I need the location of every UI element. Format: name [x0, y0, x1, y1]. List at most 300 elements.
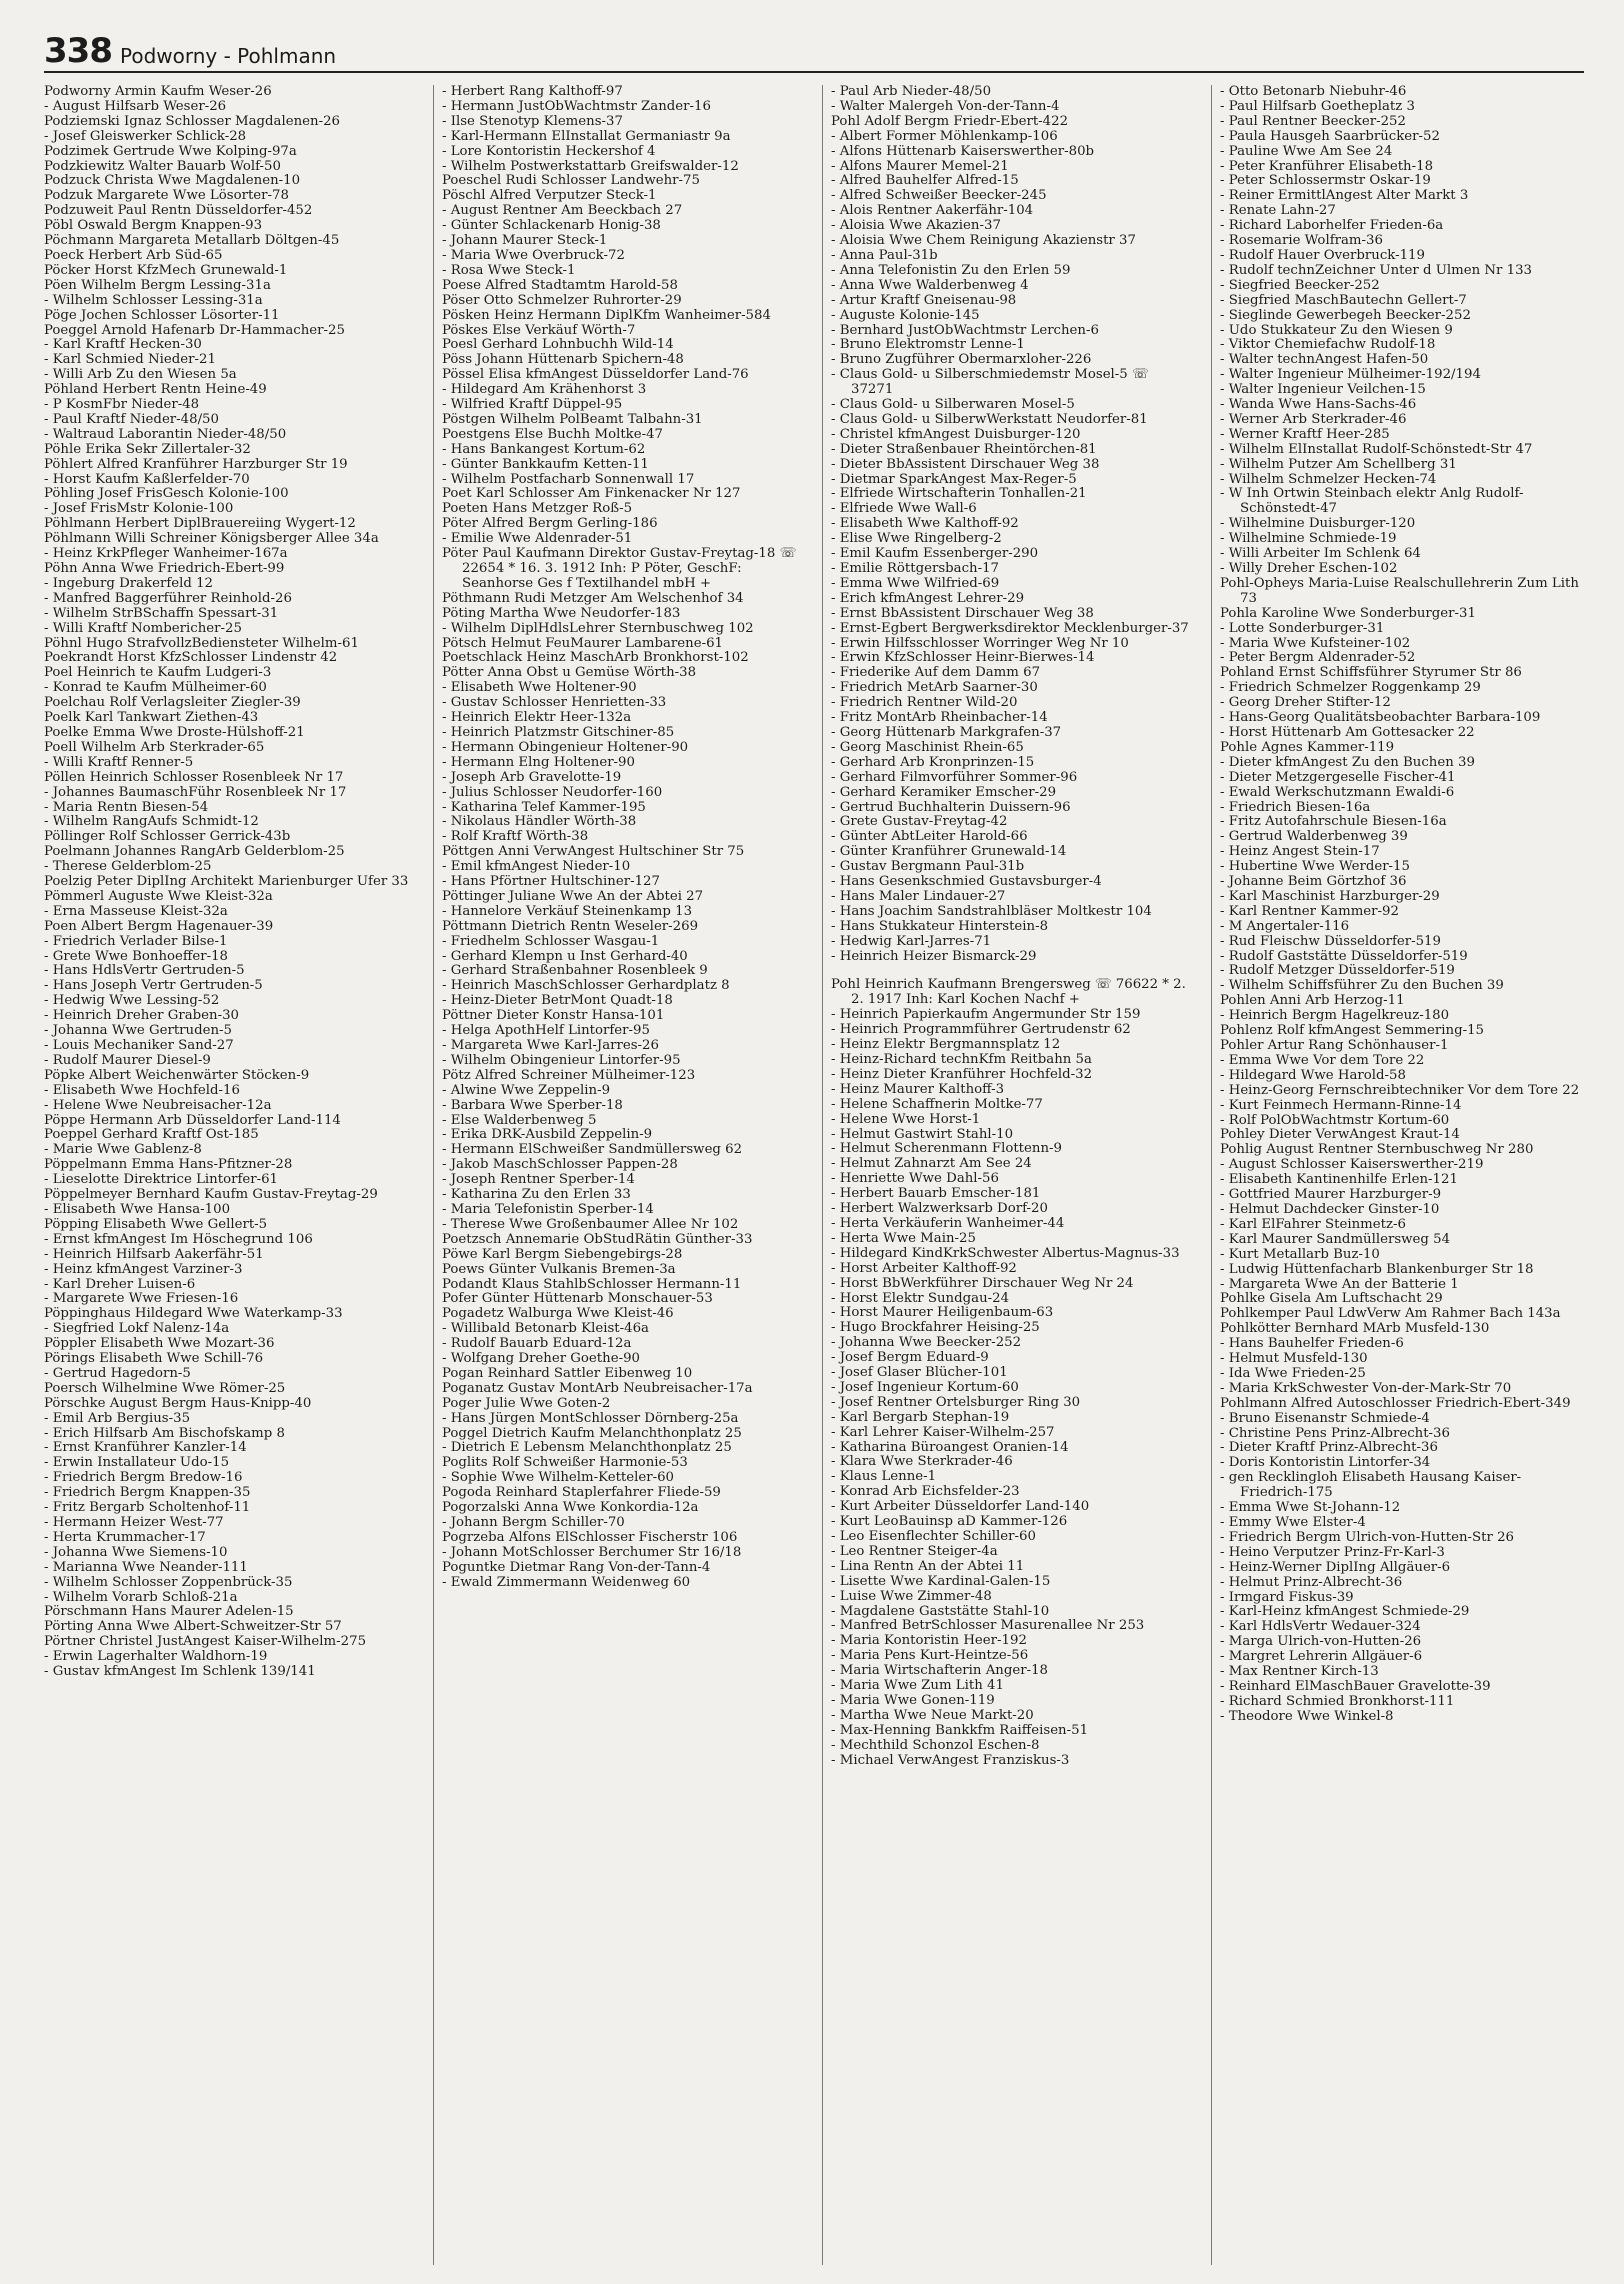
- directory-entry: - Hermann ElSchweißer Sandmüllersweg 62: [442, 1142, 743, 1158]
- directory-entry: - Christel kfmAngest Duisburger-120: [831, 426, 1081, 442]
- directory-entry: - Theodore Wwe Winkel-8: [1220, 1708, 1394, 1724]
- directory-entry: - Marie Wwe Gablenz-8: [44, 1142, 202, 1158]
- directory-entry: - Martha Wwe Neue Markt-20: [831, 1707, 1034, 1723]
- directory-entry: - Hugo Brockfahrer Heising-25: [831, 1320, 1040, 1336]
- directory-entry: - Grete Wwe Bonhoeffer-18: [44, 948, 229, 964]
- directory-entry: - Willy Dreher Eschen-102: [1220, 561, 1398, 576]
- directory-entry: Pohley Dieter VerwAngest Kraut-14: [1220, 1127, 1460, 1143]
- directory-entry: - Wilhelmine Schmiede-19: [1220, 531, 1397, 547]
- directory-entry: - Ludwig Hüttenfacharb Blankenburger Str 18: [1220, 1261, 1534, 1277]
- directory-entry: - Johann MotSchlosser Berchumer Str 16/18: [442, 1544, 742, 1560]
- directory-entry: - Herbert Bauarb Emscher-181: [831, 1186, 1041, 1202]
- directory-entry: - Johanna Wwe Gertruden-5: [44, 1023, 232, 1039]
- directory-entry: Pohla Karoline Wwe Sonderburger-31: [1220, 605, 1476, 621]
- directory-entry: - Alfons Maurer Memel-21: [831, 158, 1009, 174]
- directory-entry: - Heinz-Georg Fernschreibtechniker Vor dem Tore 22: [1220, 1082, 1580, 1098]
- directory-entry: - Wilhelm Schlosser Zoppenbrück-35: [44, 1574, 293, 1590]
- directory-entry: - Magdalene Gaststätte Stahl-10: [831, 1603, 1050, 1619]
- directory-entry: Podworny Armin Kaufm Weser-26: [44, 85, 272, 99]
- directory-entry: - Heinz Dieter Kranführer Hochfeld-32: [831, 1066, 1093, 1082]
- directory-entry: Pohlig August Rentner Sternbuschweg Nr 280: [1220, 1142, 1534, 1158]
- directory-entry: Pöpke Albert Weichenwärter Stöcken-9: [44, 1067, 310, 1083]
- directory-entry: - Hans Maler Lindauer-27: [831, 888, 1006, 904]
- directory-entry: Pöhnl Hugo StrafvollzBediensteter Wilhelm-61: [44, 635, 359, 651]
- directory-entry: Pöhlert Alfred Kranführer Harzburger Str 19: [44, 456, 348, 472]
- directory-entry: Podzuk Margarete Wwe Lösorter-78: [44, 188, 289, 204]
- directory-entry: - Claus Gold- u SilberwWerkstatt Neudorfer-81: [831, 411, 1148, 427]
- directory-entry: - Leo Eisenflechter Schiller-60: [831, 1529, 1036, 1544]
- directory-entry: - Katharina Zu den Erlen 33: [442, 1187, 631, 1203]
- directory-entry: Pohland Ernst Schiffsführer Styrumer Str 86: [1220, 665, 1522, 681]
- directory-entry: Pöhn Anna Wwe Friedrich-Ebert-99: [44, 561, 285, 576]
- directory-entry: Poelchau Rolf Verlagsleiter Ziegler-39: [44, 695, 301, 711]
- directory-column-4: [1211, 85, 1584, 2265]
- directory-entry: - Friedrich Bergm Bredow-16: [44, 1470, 243, 1486]
- directory-entry: - Hannelore Verkäuf Steinenkamp 13: [442, 903, 693, 919]
- directory-entry: - Claus Gold- u Silberwaren Mosel-5: [831, 397, 1075, 413]
- directory-entry: Pörschke August Bergm Haus-Knipp-40: [44, 1395, 312, 1411]
- directory-entry: - Willi Kraftf Nombericher-25: [44, 620, 242, 636]
- directory-entry: - Paul Hilfsarb Goetheplatz 3: [1220, 98, 1415, 114]
- directory-entry: - Erwin Lagerhalter Waldhorn-19: [44, 1649, 268, 1665]
- directory-entry: - Anna Telefonistin Zu den Erlen 59: [831, 262, 1071, 278]
- directory-entry: - Hubertine Wwe Werder-15: [1220, 859, 1410, 875]
- directory-entry: - Ilse Stenotyp Klemens-37: [442, 113, 623, 129]
- directory-entry: - Heinrich Heizer Bismarck-29: [831, 948, 1037, 964]
- directory-entry: - Helmut Dachdecker Ginster-10: [1220, 1201, 1440, 1217]
- directory-entry: - Josef FrisMstr Kolonie-100: [44, 501, 234, 517]
- directory-entry: Poganatz Gustav MontArb Neubreisacher-17a: [442, 1380, 753, 1396]
- directory-entry: - Katharina Telef Kammer-195: [442, 799, 646, 815]
- directory-entry: - Gertrud Hagedorn-5: [44, 1365, 191, 1381]
- directory-entry: - Willibald Betonarb Kleist-46a: [442, 1321, 649, 1337]
- directory-entry: - Lore Kontoristin Heckershof 4: [442, 143, 656, 159]
- directory-entry: - Luise Wwe Zimmer-48: [831, 1588, 992, 1604]
- directory-entry: - Margareta Wwe An der Batterie 1: [1220, 1276, 1459, 1292]
- directory-entry: - Johanna Wwe Beecker-252: [831, 1335, 1022, 1351]
- directory-entry: - Rudolf Hauer Overbruck-119: [1220, 247, 1425, 263]
- directory-entry: Poeggel Arnold Hafenarb Dr-Hammacher-25: [44, 322, 345, 338]
- directory-entry: Poersch Wilhelmine Wwe Römer-25: [44, 1380, 286, 1396]
- directory-entry: - Emilie Wwe Aldenrader-51: [442, 531, 633, 547]
- directory-column-2: [433, 85, 806, 2265]
- directory-entry: - Wilhelm Vorarb Schloß-21a: [44, 1589, 238, 1605]
- directory-entry: - Hedwig Karl-Jarres-71: [831, 933, 992, 949]
- directory-entry: Pohlenz Rolf kfmAngest Semmering-15: [1220, 1023, 1485, 1039]
- directory-entry: - Dieter Straßenbauer Rheintörchen-81: [831, 441, 1097, 457]
- directory-entry: - Maria Rentn Biesen-54: [44, 799, 209, 815]
- directory-entry: Pötsch Helmut FeuMaurer Lambarene-61: [442, 635, 724, 651]
- directory-entry: Pösken Heinz Hermann DiplKfm Wanheimer-584: [442, 307, 771, 323]
- directory-entry: - Rudolf Bauarb Eduard-12a: [442, 1336, 632, 1352]
- directory-entry: - Margarete Wwe Friesen-16: [44, 1291, 239, 1307]
- directory-entry: - Walter Ingenieur Mülheimer-192/194: [1220, 367, 1481, 383]
- directory-entry: - Heinrich Elektr Heer-132a: [442, 710, 632, 726]
- directory-entry: Pohl Heinrich Kaufmann Brengersweg ☏ 76622 * 2. 2. 1917 Inh: Karl Kochen Nachf +: [831, 977, 1186, 1008]
- directory-entry: Pohler Artur Rang Schönhauser-1: [1220, 1038, 1449, 1053]
- directory-entry: Pöskes Else Verkäuf Wörth-7: [442, 322, 636, 338]
- directory-entry: Pöppelmeyer Bernhard Kaufm Gustav-Freytag-29: [44, 1187, 378, 1203]
- directory-entry: - Alfred Bauhelfer Alfred-15: [831, 173, 1019, 189]
- directory-entry: - Artur Kraftf Gneisenau-98: [831, 292, 1017, 308]
- directory-entry: - Dieter Kraftf Prinz-Albrecht-36: [1220, 1440, 1438, 1456]
- directory-entry: - Peter Bergm Aldenrader-52: [1220, 650, 1416, 666]
- directory-entry: Pöhle Erika Sekr Zillertaler-32: [44, 441, 251, 457]
- directory-entry: - Karl Maschinist Harzburger-29: [1220, 888, 1440, 904]
- page-header: [44, 26, 1584, 73]
- directory-entry: - Michael VerwAngest Franziskus-3: [831, 1752, 1070, 1768]
- directory-entry: - Gerhard Filmvorführer Sommer-96: [831, 769, 1078, 785]
- directory-entry: - Friedrich Bergm Ulrich-von-Hutten-Str 26: [1220, 1529, 1514, 1545]
- directory-entry: - Wilhelm DiplHdlsLehrer Sternbuschweg 102: [442, 620, 754, 636]
- directory-entry: - Heinz KrkPfleger Wanheimer-167a: [44, 546, 288, 562]
- directory-entry: - Bruno Eisenanstr Schmiede-4: [1220, 1410, 1430, 1426]
- directory-entry: - Wanda Wwe Hans-Sachs-46: [1220, 397, 1417, 413]
- directory-entry: Poguntke Dietmar Rang Von-der-Tann-4: [442, 1559, 711, 1575]
- directory-entry: - Josef Rentner Ortelsburger Ring 30: [831, 1394, 1081, 1410]
- directory-entry: - Gustav Bergmann Paul-31b: [831, 859, 1025, 875]
- directory-entry: - Gerhard Keramiker Emscher-29: [831, 784, 1057, 800]
- directory-entry: Pötter Anna Obst u Gemüse Wörth-38: [442, 665, 697, 681]
- directory-entry: - Hermann Heizer West-77: [44, 1515, 224, 1530]
- directory-entry: - Heinz-Werner DiplIng Allgäuer-6: [1220, 1559, 1451, 1575]
- directory-entry: - Hermann JustObWachtmstr Zander-16: [442, 98, 711, 114]
- directory-entry: - Renate Lahn-27: [1220, 203, 1336, 219]
- directory-entry: - Viktor Chemiefachw Rudolf-18: [1220, 337, 1436, 353]
- directory-entry: - Wolfgang Dreher Goethe-90: [442, 1351, 640, 1367]
- directory-entry: Pohlkötter Bernhard MArb Musfeld-130: [1220, 1321, 1490, 1337]
- directory-entry: - Mechthild Schonzol Eschen-8: [831, 1737, 1040, 1753]
- directory-entry: - Elisabeth Wwe Hochfeld-16: [44, 1082, 240, 1098]
- directory-entry: Poger Julie Wwe Goten-2: [442, 1395, 611, 1411]
- directory-entry: - Dieter kfmAngest Zu den Buchen 39: [1220, 754, 1475, 770]
- directory-entry: - Lisette Wwe Kardinal-Galen-15: [831, 1573, 1051, 1589]
- directory-entry: Pogoda Reinhard Staplerfahrer Fliede-59: [442, 1485, 721, 1501]
- directory-entry: - Willi Kraftf Renner-5: [44, 754, 194, 770]
- directory-entry: Pörting Anna Wwe Albert-Schweitzer-Str 57: [44, 1619, 342, 1635]
- directory-entry: - Alois Rentner Aakerfähr-104: [831, 203, 1034, 219]
- directory-entry: Poeschel Rudi Schlosser Landwehr-75: [442, 173, 700, 189]
- directory-entry: - Herbert Rang Kalthoff-97: [442, 85, 623, 99]
- directory-entry: - Henriette Wwe Dahl-56: [831, 1171, 999, 1187]
- directory-entry: Pöge Jochen Schlosser Lösorter-11: [44, 307, 280, 323]
- directory-entry: - Christine Pens Prinz-Albrecht-36: [1220, 1425, 1450, 1441]
- page-number: 338: [44, 31, 112, 71]
- directory-entry: Poelzig Peter DiplIng Architekt Marienburger Ufer 33: [44, 874, 409, 890]
- directory-entry: - Josef Gleiswerker Schlick-28: [44, 128, 247, 144]
- directory-entry: Pöttner Dieter Konstr Hansa-101: [442, 1008, 665, 1024]
- directory-entry: Pömmerl Auguste Wwe Kleist-32a: [44, 888, 273, 904]
- directory-entry: - Konrad Arb Eichsfelder-23: [831, 1484, 1020, 1500]
- directory-entry: - Hans Stukkateur Hinterstein-8: [831, 918, 1049, 934]
- directory-entry: - Katharina Büroangest Oranien-14: [831, 1439, 1069, 1455]
- directory-entry: - Dieter BbAssistent Dirschauer Weg 38: [831, 456, 1100, 472]
- directory-entry: Pöhlmann Herbert DiplBrauereiing Wygert-12: [44, 516, 356, 532]
- directory-entry: Poews Günter Vulkanis Bremen-3a: [442, 1261, 676, 1277]
- directory-entry: Podzimek Gertrude Wwe Kolping-97a: [44, 143, 297, 159]
- directory-entry: - Margret Lehrerin Allgäuer-6: [1220, 1649, 1423, 1665]
- directory-entry: Pöllinger Rolf Schlosser Gerrick-43b: [44, 829, 291, 845]
- directory-entry: - Fritz Autofahrschule Biesen-16a: [1220, 814, 1447, 830]
- directory-entry: - Johann Bergm Schiller-70: [442, 1515, 625, 1530]
- directory-entry: - Karl-Hermann ElInstallat Germaniastr 9a: [442, 128, 731, 144]
- directory-entry: - Georg Maschinist Rhein-65: [831, 739, 1024, 755]
- directory-entry: - Hedwig Wwe Lessing-52: [44, 993, 220, 1009]
- directory-entry: Pöhland Herbert Rentn Heine-49: [44, 382, 267, 398]
- directory-entry: - Johann Maurer Steck-1: [442, 233, 608, 249]
- directory-entry: - Gottfried Maurer Harzburger-9: [1220, 1187, 1442, 1203]
- directory-entry: Pöppinghaus Hildegard Wwe Waterkamp-33: [44, 1306, 343, 1322]
- directory-entry: - Max Rentner Kirch-13: [1220, 1664, 1379, 1680]
- directory-entry: - Wilhelm Schiffsführer Zu den Buchen 39: [1220, 978, 1504, 994]
- directory-entry: - Werner Kraftf Heer-285: [1220, 426, 1390, 442]
- directory-entry: - Helene Schaffnerin Moltke-77: [831, 1096, 1043, 1112]
- directory-entry: - Klaus Lenne-1: [831, 1469, 937, 1485]
- directory-entry: - Dietmar SparkAngest Max-Reger-5: [831, 471, 1077, 487]
- directory-entry: Pöttinger Juliane Wwe An der Abtei 27: [442, 888, 704, 904]
- directory-entry: - Wilhelm StrBSchaffn Spessart-31: [44, 605, 279, 621]
- directory-entry: - Elisabeth Wwe Hansa-100: [44, 1201, 231, 1217]
- directory-entry: - Karl Schmied Nieder-21: [44, 352, 216, 368]
- directory-entry: - Ernst BbAssistent Dirschauer Weg 38: [831, 605, 1094, 621]
- directory-entry: - Rosemarie Wolfram-36: [1220, 233, 1383, 249]
- directory-entry: - Helmut Scherenmann Flottenn-9: [831, 1141, 1062, 1157]
- directory-entry: - Horst Elektr Sundgau-24: [831, 1290, 1010, 1306]
- directory-entry: - Horst Maurer Heiligenbaum-63: [831, 1305, 1054, 1321]
- directory-entry: Pötz Alfred Schreiner Mülheimer-123: [442, 1067, 696, 1083]
- directory-entry: - Hans Joseph Vertr Gertruden-5: [44, 978, 263, 994]
- directory-entry: - Emma Wwe Wilfried-69: [831, 575, 1000, 591]
- directory-entry: - Friedrich Verlader Bilse-1: [44, 933, 228, 949]
- directory-entry: Pohlmann Alfred Autoschlosser Friedrich-Ebert-349: [1220, 1395, 1571, 1411]
- directory-entry: Pogorzalski Anna Wwe Konkordia-12a: [442, 1500, 699, 1516]
- directory-entry: - Karl Lehrer Kaiser-Wilhelm-257: [831, 1424, 1055, 1440]
- directory-entry: - Therese Gelderblom-25: [44, 859, 212, 875]
- directory-entry: - P KosmFbr Nieder-48: [44, 397, 200, 413]
- directory-entry: - Joseph Rentner Sperber-14: [442, 1172, 635, 1188]
- directory-entry: - Maria Wwe Gonen-119: [831, 1692, 995, 1708]
- directory-entry: - Fritz MontArb Rheinbacher-14: [831, 710, 1048, 726]
- directory-entry: Poetzsch Annemarie ObStudRätin Günther-33: [442, 1231, 753, 1247]
- directory-entry: - Erich Hilfsarb Am Bischofskamp 8: [44, 1425, 285, 1441]
- directory-entry: - Gertrud Buchhalterin Duissern-96: [831, 799, 1071, 815]
- directory-entry: Pöser Otto Schmelzer Ruhrorter-29: [442, 292, 682, 308]
- directory-entry: - Erwin Installateur Udo-15: [44, 1455, 230, 1471]
- directory-entry: - Barbara Wwe Sperber-18: [442, 1097, 623, 1113]
- directory-entry: - Emilie Röttgersbach-17: [831, 561, 1000, 576]
- directory-entry: - Hermann Elng Holtener-90: [442, 754, 635, 770]
- directory-entry: - Erich kfmAngest Lehrer-29: [831, 590, 1025, 606]
- directory-entry: - Herbert Walzwerksarb Dorf-20: [831, 1201, 1048, 1217]
- directory-entry: - Walter technAngest Hafen-50: [1220, 352, 1429, 368]
- directory-entry: - Lotte Sonderburger-31: [1220, 620, 1385, 636]
- directory-entry: - Herta Verkäuferin Wanheimer-44: [831, 1215, 1065, 1231]
- directory-entry: - Elisabeth Kantinenhilfe Erlen-121: [1220, 1172, 1458, 1188]
- directory-entry: - Johanne Beim Görtzhof 36: [1220, 874, 1407, 890]
- directory-entry: - Georg Dreher Stifter-12: [1220, 695, 1391, 711]
- directory-entry: Podzkiewitz Walter Bauarb Wolf-50: [44, 158, 281, 174]
- directory-entry: - Walter Malergeh Von-der-Tann-4: [831, 98, 1060, 114]
- directory-entry: Pohlen Anni Arb Herzog-11: [1220, 993, 1405, 1009]
- directory-entry: - Sieglinde Gewerbegeh Beecker-252: [1220, 307, 1471, 323]
- directory-entry: - Louis Mechaniker Sand-27: [44, 1038, 234, 1053]
- directory-entry: - Heinrich Hilfsarb Aakerfähr-51: [44, 1246, 264, 1262]
- directory-entry: - Heinz Maurer Kalthoff-3: [831, 1081, 1005, 1097]
- directory-entry: - Erwin Hilfsschlosser Worringer Weg Nr 10: [831, 635, 1129, 651]
- directory-entry: - Wilhelm Obingenieur Lintorfer-95: [442, 1052, 681, 1068]
- directory-entry: - Friedrich Bergm Knappen-35: [44, 1485, 251, 1501]
- directory-entry: - Günter AbtLeiter Harold-66: [831, 829, 1028, 845]
- directory-entry: - Gerhard Arb Kronprinzen-15: [831, 754, 1035, 770]
- directory-entry: - Sophie Wwe Wilhelm-Ketteler-60: [442, 1470, 675, 1486]
- directory-entry: - Rolf Kraftf Wörth-38: [442, 829, 589, 845]
- directory-entry: - Kurt Feinmech Hermann-Rinne-14: [1220, 1097, 1462, 1113]
- directory-entry: - Gerhard Straßenbahner Rosenbleek 9: [442, 963, 708, 979]
- directory-entry: - Elisabeth Wwe Holtener-90: [442, 680, 637, 696]
- directory-entry: Pogan Reinhard Sattler Eibenweg 10: [442, 1365, 693, 1381]
- directory-entry: - Maria Wwe Kufsteiner-102: [1220, 635, 1411, 651]
- directory-entry: Podziemski Ignaz Schlosser Magdalenen-26: [44, 113, 341, 129]
- directory-entry: - Wilfried Kraftf Düppel-95: [442, 397, 623, 413]
- directory-entry: - Emma Wwe Vor dem Tore 22: [1220, 1052, 1425, 1068]
- directory-entry: - Therese Wwe Großenbaumer Allee Nr 102: [442, 1216, 739, 1232]
- directory-entry: - Alfred Schweißer Beecker-245: [831, 188, 1047, 204]
- directory-entry: Pörschmann Hans Maurer Adelen-15: [44, 1604, 294, 1620]
- directory-entry: - Friedrich MetArb Saarner-30: [831, 680, 1038, 696]
- directory-entry: - Günter Bankkaufm Ketten-11: [442, 456, 649, 472]
- directory-entry: - Elfriede Wwe Wall-6: [831, 501, 977, 517]
- directory-entry: - Wilhelm Postwerkstattarb Greifswalder-12: [442, 158, 739, 174]
- directory-entry: - Johannes BaumaschFühr Rosenbleek Nr 17: [44, 784, 347, 800]
- directory-entry: - Aloisia Wwe Chem Reinigung Akazienstr 37: [831, 233, 1136, 249]
- directory-entry: - Heinz kfmAngest Varziner-3: [44, 1261, 243, 1277]
- directory-entry: - Rudolf technZeichner Unter d Ulmen Nr 133: [1220, 262, 1533, 278]
- directory-entry: Podandt Klaus StahlbSchlosser Hermann-11: [442, 1276, 742, 1292]
- directory-entry: - Heino Verputzer Prinz-Fr-Karl-3: [1220, 1544, 1445, 1560]
- directory-entry: Pofer Günter Hüttenarb Monschauer-53: [442, 1291, 713, 1307]
- directory-entry: Pöllen Heinrich Schlosser Rosenbleek Nr 17: [44, 769, 344, 785]
- directory-entry: Pohlkemper Paul LdwVerw Am Rahmer Bach 143a: [1220, 1306, 1561, 1322]
- directory-entry: - Claus Gold- u Silberschmiedemstr Mosel-5 ☏ 37271: [831, 367, 1149, 398]
- directory-entry: - Bruno Elektromstr Lenne-1: [831, 337, 1025, 353]
- directory-entry: - Erika DRK-Ausbild Zeppelin-9: [442, 1127, 653, 1143]
- directory-entry: - Hildegard KindKrkSchwester Albertus-Magnus-33: [831, 1245, 1180, 1261]
- directory-entry: - Gustav kfmAngest Im Schlenk 139/141: [44, 1664, 316, 1680]
- directory-entry: - Emil kfmAngest Nieder-10: [442, 859, 631, 875]
- directory-entry: Poetschlack Heinz MaschArb Bronkhorst-102: [442, 650, 749, 666]
- directory-entry: - Heinz Elektr Bergmannsplatz 12: [831, 1037, 1061, 1053]
- directory-entry: - Friedrich Biesen-16a: [1220, 799, 1371, 815]
- directory-entry: - Georg Hüttenarb Markgrafen-37: [831, 724, 1062, 740]
- directory-entry: - Karl Rentner Kammer-92: [1220, 903, 1399, 919]
- directory-entry: - Wilhelm Schmelzer Hecken-74: [1220, 471, 1437, 487]
- directory-entry: Pöttgen Anni VerwAngest Hultschiner Str 75: [442, 844, 745, 860]
- directory-entry: - Alfons Hüttenarb Kaiserswerther-80b: [831, 143, 1095, 159]
- directory-entry: - gen Recklingloh Elisabeth Hausang Kaiser-Friedrich-175: [1220, 1470, 1522, 1501]
- directory-entry: - Marianna Wwe Neander-111: [44, 1559, 248, 1575]
- directory-entry: - Maria Kontoristin Heer-192: [831, 1633, 1027, 1649]
- directory-entry: - Helmut Gastwirt Stahl-10: [831, 1126, 1014, 1142]
- directory-entry: Pogrzeba Alfons ElSchlosser Fischerstr 106: [442, 1529, 738, 1545]
- directory-entry: - Paul Arb Nieder-48/50: [831, 85, 992, 99]
- directory-entry: - Günter Kranführer Grunewald-14: [831, 844, 1067, 860]
- directory-entry: - Waltraud Laborantin Nieder-48/50: [44, 426, 287, 442]
- directory-entry: Podzuck Christa Wwe Magdalenen-10: [44, 173, 301, 189]
- directory-entry: Poggel Dietrich Kaufm Melanchthonplatz 25: [442, 1425, 742, 1441]
- directory-entry: Pöss Johann Hüttenarb Spichern-48: [442, 352, 684, 368]
- directory-entry: Pöter Paul Kaufmann Direktor Gustav-Freytag-18 ☏ 22654 * 16. 3. 1912 Inh: P Pöter, GeschF: Seanhorse Ges f Textilhandel mbH +: [442, 546, 797, 591]
- directory-entry: - Hans Joachim Sandstrahlbläser Moltkestr 104: [831, 903, 1152, 919]
- directory-entry: Pöschl Alfred Verputzer Steck-1: [442, 188, 657, 204]
- directory-entry: Pöchmann Margareta Metallarb Döltgen-45: [44, 233, 340, 249]
- directory-entry: - August Hilfsarb Weser-26: [44, 98, 227, 114]
- directory-entry: Podzuweit Paul Rentn Düsseldorfer-452: [44, 203, 313, 219]
- directory-entry: - Emma Wwe St-Johann-12: [1220, 1500, 1401, 1516]
- directory-entry: - Hans Bankangest Kortum-62: [442, 441, 646, 457]
- directory-entry: - Peter Kranführer Elisabeth-18: [1220, 158, 1434, 174]
- directory-entry: Pohlke Gisela Am Luftschacht 29: [1220, 1291, 1443, 1307]
- directory-entry: Pöttmann Dietrich Rentn Weseler-269: [442, 918, 699, 934]
- directory-entry: - Emil Kaufm Essenberger-290: [831, 546, 1039, 562]
- directory-entry: - Friedrich Schmelzer Roggenkamp 29: [1220, 680, 1481, 696]
- directory-entry: Pörings Elisabeth Wwe Schill-76: [44, 1351, 264, 1367]
- directory-entry: - Wilhelm Putzer Am Schellberg 31: [1220, 456, 1457, 472]
- directory-entry: - Elise Wwe Ringelberg-2: [831, 531, 1002, 547]
- directory-entry: Poeten Hans Metzger Roß-5: [442, 501, 633, 517]
- directory-entry: - Hans Gesenkschmied Gustavsburger-4: [831, 874, 1102, 890]
- directory-entry: - Paul Kraftf Nieder-48/50: [44, 411, 219, 427]
- directory-entry: - Friederike Auf dem Damm 67: [831, 665, 1041, 681]
- directory-entry: - Ernst kfmAngest Im Höschegrund 106: [44, 1231, 313, 1247]
- directory-entry: - Nikolaus Händler Wörth-38: [442, 814, 637, 830]
- directory-entry: - Helmut Prinz-Albrecht-36: [1220, 1574, 1403, 1590]
- directory-entry: Pöen Wilhelm Bergm Lessing-31a: [44, 277, 271, 293]
- directory-entry: - August Schlosser Kaiserswerther-219: [1220, 1157, 1484, 1173]
- directory-entry: - Hans Bauhelfer Frieden-6: [1220, 1336, 1404, 1352]
- directory-entry: Pöstgen Wilhelm PolBeamt Talbahn-31: [442, 411, 703, 427]
- directory-entry: - Joseph Arb Gravelotte-19: [442, 769, 622, 785]
- directory-entry: - Hermann Obingenieur Holtener-90: [442, 739, 689, 755]
- directory-entry: - Pauline Wwe Am See 24: [1220, 143, 1393, 159]
- directory-entry: Poell Wilhelm Arb Sterkrader-65: [44, 739, 265, 755]
- directory-entry: - Manfred BetrSchlosser Masurenallee Nr 253: [831, 1618, 1145, 1634]
- directory-entry: Pöbl Oswald Bergm Knappen-93: [44, 218, 263, 234]
- directory-entry: - Werner Arb Sterkrader-46: [1220, 411, 1407, 427]
- directory-entry: - Josef Bergm Eduard-9: [831, 1350, 989, 1366]
- directory-entry: - Alwine Wwe Zeppelin-9: [442, 1082, 611, 1098]
- directory-entry: - Grete Gustav-Freytag-42: [831, 814, 1008, 830]
- directory-entry: Pohl-Opheys Maria-Luise Realschullehrerin Zum Lith 73: [1220, 575, 1579, 606]
- directory-entry: - Heinrich Dreher Graben-30: [44, 1008, 240, 1024]
- directory-entry: Pöter Alfred Bergm Gerling-186: [442, 516, 658, 532]
- directory-entry: - Herta Wwe Main-25: [831, 1230, 976, 1246]
- directory-entry: - Kurt Arbeiter Düsseldorfer Land-140: [831, 1499, 1090, 1515]
- directory-entry: Pöting Martha Wwe Neudorfer-183: [442, 605, 681, 621]
- directory-entry: - Walter Ingenieur Veilchen-15: [1220, 382, 1426, 398]
- directory-entry: Poestgens Else Buchh Moltke-47: [442, 426, 664, 442]
- directory-entry: - Anna Wwe Walderbenweg 4: [831, 277, 1029, 293]
- directory-entry: - Rolf PolObWachtmstr Kortum-60: [1220, 1112, 1450, 1128]
- directory-entry: - Wilhelm Postfacharb Sonnenwall 17: [442, 471, 695, 487]
- directory-entry: Poglits Rolf Schweißer Harmonie-53: [442, 1455, 688, 1471]
- directory-entry: - Maria KrkSchwester Von-der-Mark-Str 70: [1220, 1380, 1512, 1396]
- directory-entry: - Karl Dreher Luisen-6: [44, 1276, 196, 1292]
- directory-entry: - Dieter Metzgergeselle Fischer-41: [1220, 769, 1456, 785]
- directory-entry: - Siegfried MaschBautechn Gellert-7: [1220, 292, 1467, 308]
- directory-entry: - Manfred Baggerführer Reinhold-26: [44, 590, 292, 606]
- directory-entry: - Rudolf Gaststätte Düsseldorfer-519: [1220, 948, 1468, 964]
- directory-entry: - Maria Wwe Overbruck-72: [442, 247, 625, 263]
